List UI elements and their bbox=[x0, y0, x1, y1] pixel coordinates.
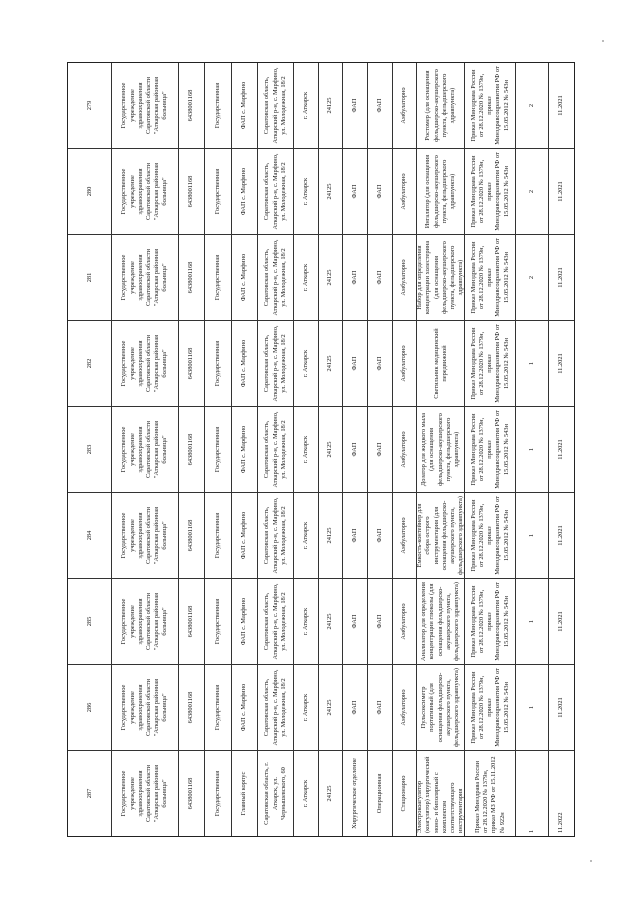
table-cell: 2 bbox=[516, 235, 547, 321]
table-cell: 11.2021 bbox=[549, 579, 575, 665]
table-cell: Государственное учреждение здравоохранения Саратовской области "Аткарская районная больница" bbox=[112, 493, 177, 579]
table-cell: ФАП с. Марфино bbox=[232, 321, 258, 407]
table-row bbox=[392, 63, 417, 836]
table-cell: Приказ Минздрава России от 28.12.2020 № 1379н, приказ Минздравсоцразвития РФ от 15.05.2012 № 543н bbox=[465, 665, 515, 751]
table-cell: ФАП с. Марфино bbox=[232, 407, 258, 493]
table-cell: 1 bbox=[516, 579, 547, 665]
scan-mark bbox=[590, 860, 592, 862]
table-cell: Амбулаторно bbox=[393, 579, 417, 665]
table-cell: Приказ Минздрава России от 28.12.2020 № 1379н, приказ Минздравсоцразвития РФ от 15.05.2012 № 543н bbox=[465, 321, 515, 407]
table-cell: 24125 bbox=[319, 63, 343, 149]
table-cell: Стационарно bbox=[400, 775, 408, 812]
table-cell: Государственная bbox=[205, 235, 231, 321]
table-cell: ФАП с. Марфино bbox=[232, 63, 258, 149]
table-cell: 287 bbox=[85, 788, 93, 799]
table-row bbox=[111, 63, 177, 836]
table-cell: г. Аткарск bbox=[294, 579, 318, 665]
table-cell: 6438001168 bbox=[179, 407, 205, 493]
table-cell: 6438001168 bbox=[179, 321, 205, 407]
table-cell: 6438001168 bbox=[179, 63, 205, 149]
table-cell: Приказ Минздрава России от 28.12.2020 № 1379н, приказ МЗ РФ от 15.11.2012 № 922н bbox=[473, 756, 506, 833]
table-cell: ФАП с. Марфино bbox=[232, 579, 258, 665]
table-cell: Государственная bbox=[205, 63, 231, 149]
table-cell: 2 bbox=[516, 63, 547, 149]
table-cell: ФАП bbox=[343, 321, 367, 407]
table-cell: 286 bbox=[68, 665, 111, 751]
table-cell: ФАП bbox=[343, 149, 367, 235]
table-cell: Саратовская область, Аткарский р-н, с. Марфино, ул. Молодежная, 18/2 bbox=[258, 235, 293, 321]
equipment-table bbox=[67, 62, 575, 837]
table-cell: Саратовская область, Аткарский р-н, с. Марфино, ул. Молодежная, 18/2 bbox=[258, 665, 293, 751]
table-cell: 11.2021 bbox=[549, 63, 575, 149]
table-cell: Ростомер (для оснащения фельдшерско-акушерского пункта, фельдшерского здравпункта) bbox=[417, 63, 464, 149]
table-cell: ФАП с. Марфино bbox=[232, 665, 258, 751]
table-cell: ФАП bbox=[368, 235, 392, 321]
table-cell: г. Аткарск bbox=[294, 407, 318, 493]
table-cell: Набор для определения концентрации холестерина (для оснащения фельдшерско-акушерского пункта, фельдшерского здравпункта) bbox=[417, 235, 464, 321]
table-row bbox=[318, 63, 343, 836]
table-cell: 24125 bbox=[319, 579, 343, 665]
table-cell: ФАП с. Марфино bbox=[232, 149, 258, 235]
table-cell: 1 bbox=[516, 493, 547, 579]
table-cell: 11.2021 bbox=[549, 493, 575, 579]
table-cell: г. Аткарск bbox=[294, 493, 318, 579]
table-cell: 24125 bbox=[319, 493, 343, 579]
table-cell: г. Аткарск bbox=[294, 321, 318, 407]
table-cell: ФАП bbox=[368, 321, 392, 407]
table-cell: Анализатор для определения концентрации глюкозы (для оснащения фельдшерско-акушерского пункта, фельдшерского здравпункта) bbox=[417, 579, 464, 665]
table-cell: 6438001168 bbox=[179, 149, 205, 235]
document-page bbox=[67, 62, 575, 837]
table-cell: ФАП bbox=[368, 579, 392, 665]
table-row bbox=[515, 63, 547, 836]
table-cell: 24125 bbox=[319, 235, 343, 321]
table-cell: Амбулаторно bbox=[393, 407, 417, 493]
table-cell: Государственное учреждение здравоохранения Саратовской области "Аткарская районная больница" bbox=[112, 321, 177, 407]
table-row bbox=[416, 63, 464, 836]
table-cell: 6438001168 bbox=[179, 579, 205, 665]
table-cell: Амбулаторно bbox=[393, 493, 417, 579]
table-cell: г. Аткарск bbox=[294, 235, 318, 321]
table-cell: 1 bbox=[516, 665, 547, 751]
table-cell: 279 bbox=[68, 63, 111, 149]
table-cell: ФАП bbox=[343, 665, 367, 751]
table-cell: Светильник медицинский передвижной bbox=[417, 321, 464, 407]
table-cell: Дозатор для жидкого мыла (для оснащения фельдшерско-акушерского пункта, фельдшерского здравпункта) bbox=[417, 407, 464, 493]
table-cell: Приказ Минздрава России от 28.12.2020 № 1379н, приказ Минздравсоцразвития РФ от 15.05.2012 № 543н bbox=[465, 149, 515, 235]
table-cell: г. Аткарск bbox=[294, 665, 318, 751]
table-cell: ФАП bbox=[343, 63, 367, 149]
table-cell: 6438001168 bbox=[179, 493, 205, 579]
table-cell: Государственная bbox=[205, 321, 231, 407]
table-cell: 1 bbox=[516, 321, 547, 407]
table-cell: Государственная bbox=[205, 149, 231, 235]
table-cell: 11.2021 bbox=[549, 407, 575, 493]
table-cell: Амбулаторно bbox=[393, 665, 417, 751]
table-cell: 285 bbox=[68, 579, 111, 665]
table-cell: 24125 bbox=[319, 149, 343, 235]
table-cell: Саратовская область, Аткарский р-н, с. Марфино, ул. Молодежная, 18/2 bbox=[258, 63, 293, 149]
table-row bbox=[204, 63, 231, 836]
table-cell: 11.2022 bbox=[557, 812, 565, 833]
table-cell: Ингалятор (для оснащения фельдшерско-акушерского пункта, фельдшерского здравпункта) bbox=[417, 149, 464, 235]
table-cell: Государственное учреждение здравоохранения Саратовской области "Аткарская районная больница" bbox=[112, 63, 177, 149]
table-cell: Государственная bbox=[213, 770, 221, 817]
table-cell: ФАП с. Марфино bbox=[232, 493, 258, 579]
table-row bbox=[367, 63, 392, 836]
table-cell: Амбулаторно bbox=[393, 149, 417, 235]
table-cell: 280 bbox=[68, 149, 111, 235]
table-cell: Саратовская область, Аткарский р-н, с. Марфино, ул. Молодежная, 18/2 bbox=[258, 493, 293, 579]
table-cell: Государственная bbox=[205, 665, 231, 751]
table-cell: Приказ Минздрава России от 28.12.2020 № 1379н, приказ Минздравсоцразвития РФ от 15.05.2012 № 543н bbox=[465, 235, 515, 321]
table-cell: ФАП bbox=[343, 407, 367, 493]
table-cell: Амбулаторно bbox=[393, 235, 417, 321]
table-cell: 6438001168 bbox=[187, 777, 195, 810]
table-cell: ФАП bbox=[368, 63, 392, 149]
table-cell: 24125 bbox=[319, 321, 343, 407]
table-cell: Государственное учреждение здравоохранения Саратовской области "Аткарская районная больница" bbox=[112, 665, 177, 751]
table-cell: Пульсоксиметр портативный (для оснащения фельдшерско-акушерского пункта, фельдшерского здравпункта) bbox=[417, 665, 464, 751]
scan-mark bbox=[602, 40, 604, 42]
table-cell: ФАП bbox=[343, 235, 367, 321]
table-cell: ФАП bbox=[343, 579, 367, 665]
table-cell: Емкость-контейнер для сбора острого инструментария (для оснащения фельдшерско-акушерского пункта, фельдшерского здравпункта) bbox=[417, 493, 464, 579]
table-cell: Приказ Минздрава России от 28.12.2020 № 1379н, приказ Минздравсоцразвития РФ от 15.05.2012 № 543н bbox=[465, 407, 515, 493]
table-cell: Государственное учреждение здравоохранения Саратовской области "Аткарская районная больница" bbox=[112, 149, 177, 235]
table-cell: 1 bbox=[527, 829, 535, 833]
table-cell: ФАП с. Марфино bbox=[232, 235, 258, 321]
table-cell: Саратовская область, г. Аткарск, ул. Чернышевского, 60 bbox=[263, 762, 287, 825]
table-cell: Государственная bbox=[205, 579, 231, 665]
table-row bbox=[178, 63, 205, 836]
table-cell: 11.2021 bbox=[549, 235, 575, 321]
table-row bbox=[257, 63, 293, 836]
table-cell: Государственное учреждение здравоохранения Саратовской области "Аткарская районная больница" bbox=[112, 235, 177, 321]
table-cell: Саратовская область, Аткарский р-н, с. Марфино, ул. Молодежная, 18/2 bbox=[258, 407, 293, 493]
table-cell: Хирургическое отделение bbox=[351, 758, 359, 829]
table-cell: 11.2021 bbox=[549, 321, 575, 407]
table-cell: 1 bbox=[516, 407, 547, 493]
table-cell: 11.2021 bbox=[549, 665, 575, 751]
table-cell: г. Аткарск bbox=[294, 63, 318, 149]
table-cell: 283 bbox=[68, 407, 111, 493]
table-cell: Приказ Минздрава России от 28.12.2020 № 1379н, приказ Минздравсоцразвития РФ от 15.05.2012 № 543н bbox=[465, 579, 515, 665]
table-cell: Электрокоагулятор (коагулятор) хирургический моно- и биполярный с комплектом соответствующего инструментария bbox=[416, 756, 465, 833]
table-row bbox=[548, 63, 575, 836]
table-cell: 282 bbox=[68, 321, 111, 407]
table-row bbox=[231, 63, 258, 836]
table-cell: ФАП bbox=[368, 493, 392, 579]
table-cell: 11.2021 bbox=[549, 149, 575, 235]
table-cell: Государственная bbox=[205, 407, 231, 493]
table-cell: Государственное учреждение здравоохранения Саратовской области "Аткарская районная больница" bbox=[112, 579, 177, 665]
table-cell: ФАП bbox=[343, 493, 367, 579]
table-cell: 24125 bbox=[326, 785, 334, 802]
table-row bbox=[464, 63, 515, 836]
table-row bbox=[342, 63, 367, 836]
table-cell: 284 bbox=[68, 493, 111, 579]
table-cell: Государственная bbox=[205, 493, 231, 579]
table-cell: 2 bbox=[516, 149, 547, 235]
table-cell: Государственное учреждение здравоохранения Саратовской области "Аткарская районная больница" bbox=[112, 407, 177, 493]
table-cell: ФАП bbox=[368, 407, 392, 493]
table-cell: Операционная bbox=[375, 773, 383, 814]
table-cell: 6438001168 bbox=[179, 235, 205, 321]
table-cell: Приказ Минздрава России от 28.12.2020 № 1379н, приказ Минздравсоцразвития РФ от 15.05.2012 № 543н bbox=[465, 493, 515, 579]
table-cell: 24125 bbox=[319, 665, 343, 751]
table-cell: 6438001168 bbox=[179, 665, 205, 751]
table-cell: 24125 bbox=[319, 407, 343, 493]
table-cell: г. Аткарск bbox=[294, 149, 318, 235]
table-cell: Саратовская область, Аткарский р-н, с. Марфино, ул. Молодежная, 18/2 bbox=[258, 321, 293, 407]
table-cell: Саратовская область, Аткарский р-н, с. Марфино, ул. Молодежная, 18/2 bbox=[258, 149, 293, 235]
table-cell: Государственное учреждение здравоохранения Саратовской области "Аткарская районная больница" bbox=[120, 764, 169, 823]
table-cell: ФАП bbox=[368, 149, 392, 235]
table-cell: 281 bbox=[68, 235, 111, 321]
table-row bbox=[68, 63, 111, 836]
table-cell: Амбулаторно bbox=[393, 321, 417, 407]
table-cell: Амбулаторно bbox=[393, 63, 417, 149]
table-cell: Главный корпус bbox=[240, 771, 248, 816]
table-cell: ФАП bbox=[368, 665, 392, 751]
table-row bbox=[293, 63, 318, 836]
table-cell: Приказ Минздрава России от 28.12.2020 № 1379н, приказ Минздравсоцразвития РФ от 15.05.2012 № 543н bbox=[465, 63, 515, 149]
table-cell: г. Аткарск bbox=[301, 779, 309, 808]
table-cell: Саратовская область, Аткарский р-н, с. Марфино, ул. Молодежная, 18/2 bbox=[258, 579, 293, 665]
